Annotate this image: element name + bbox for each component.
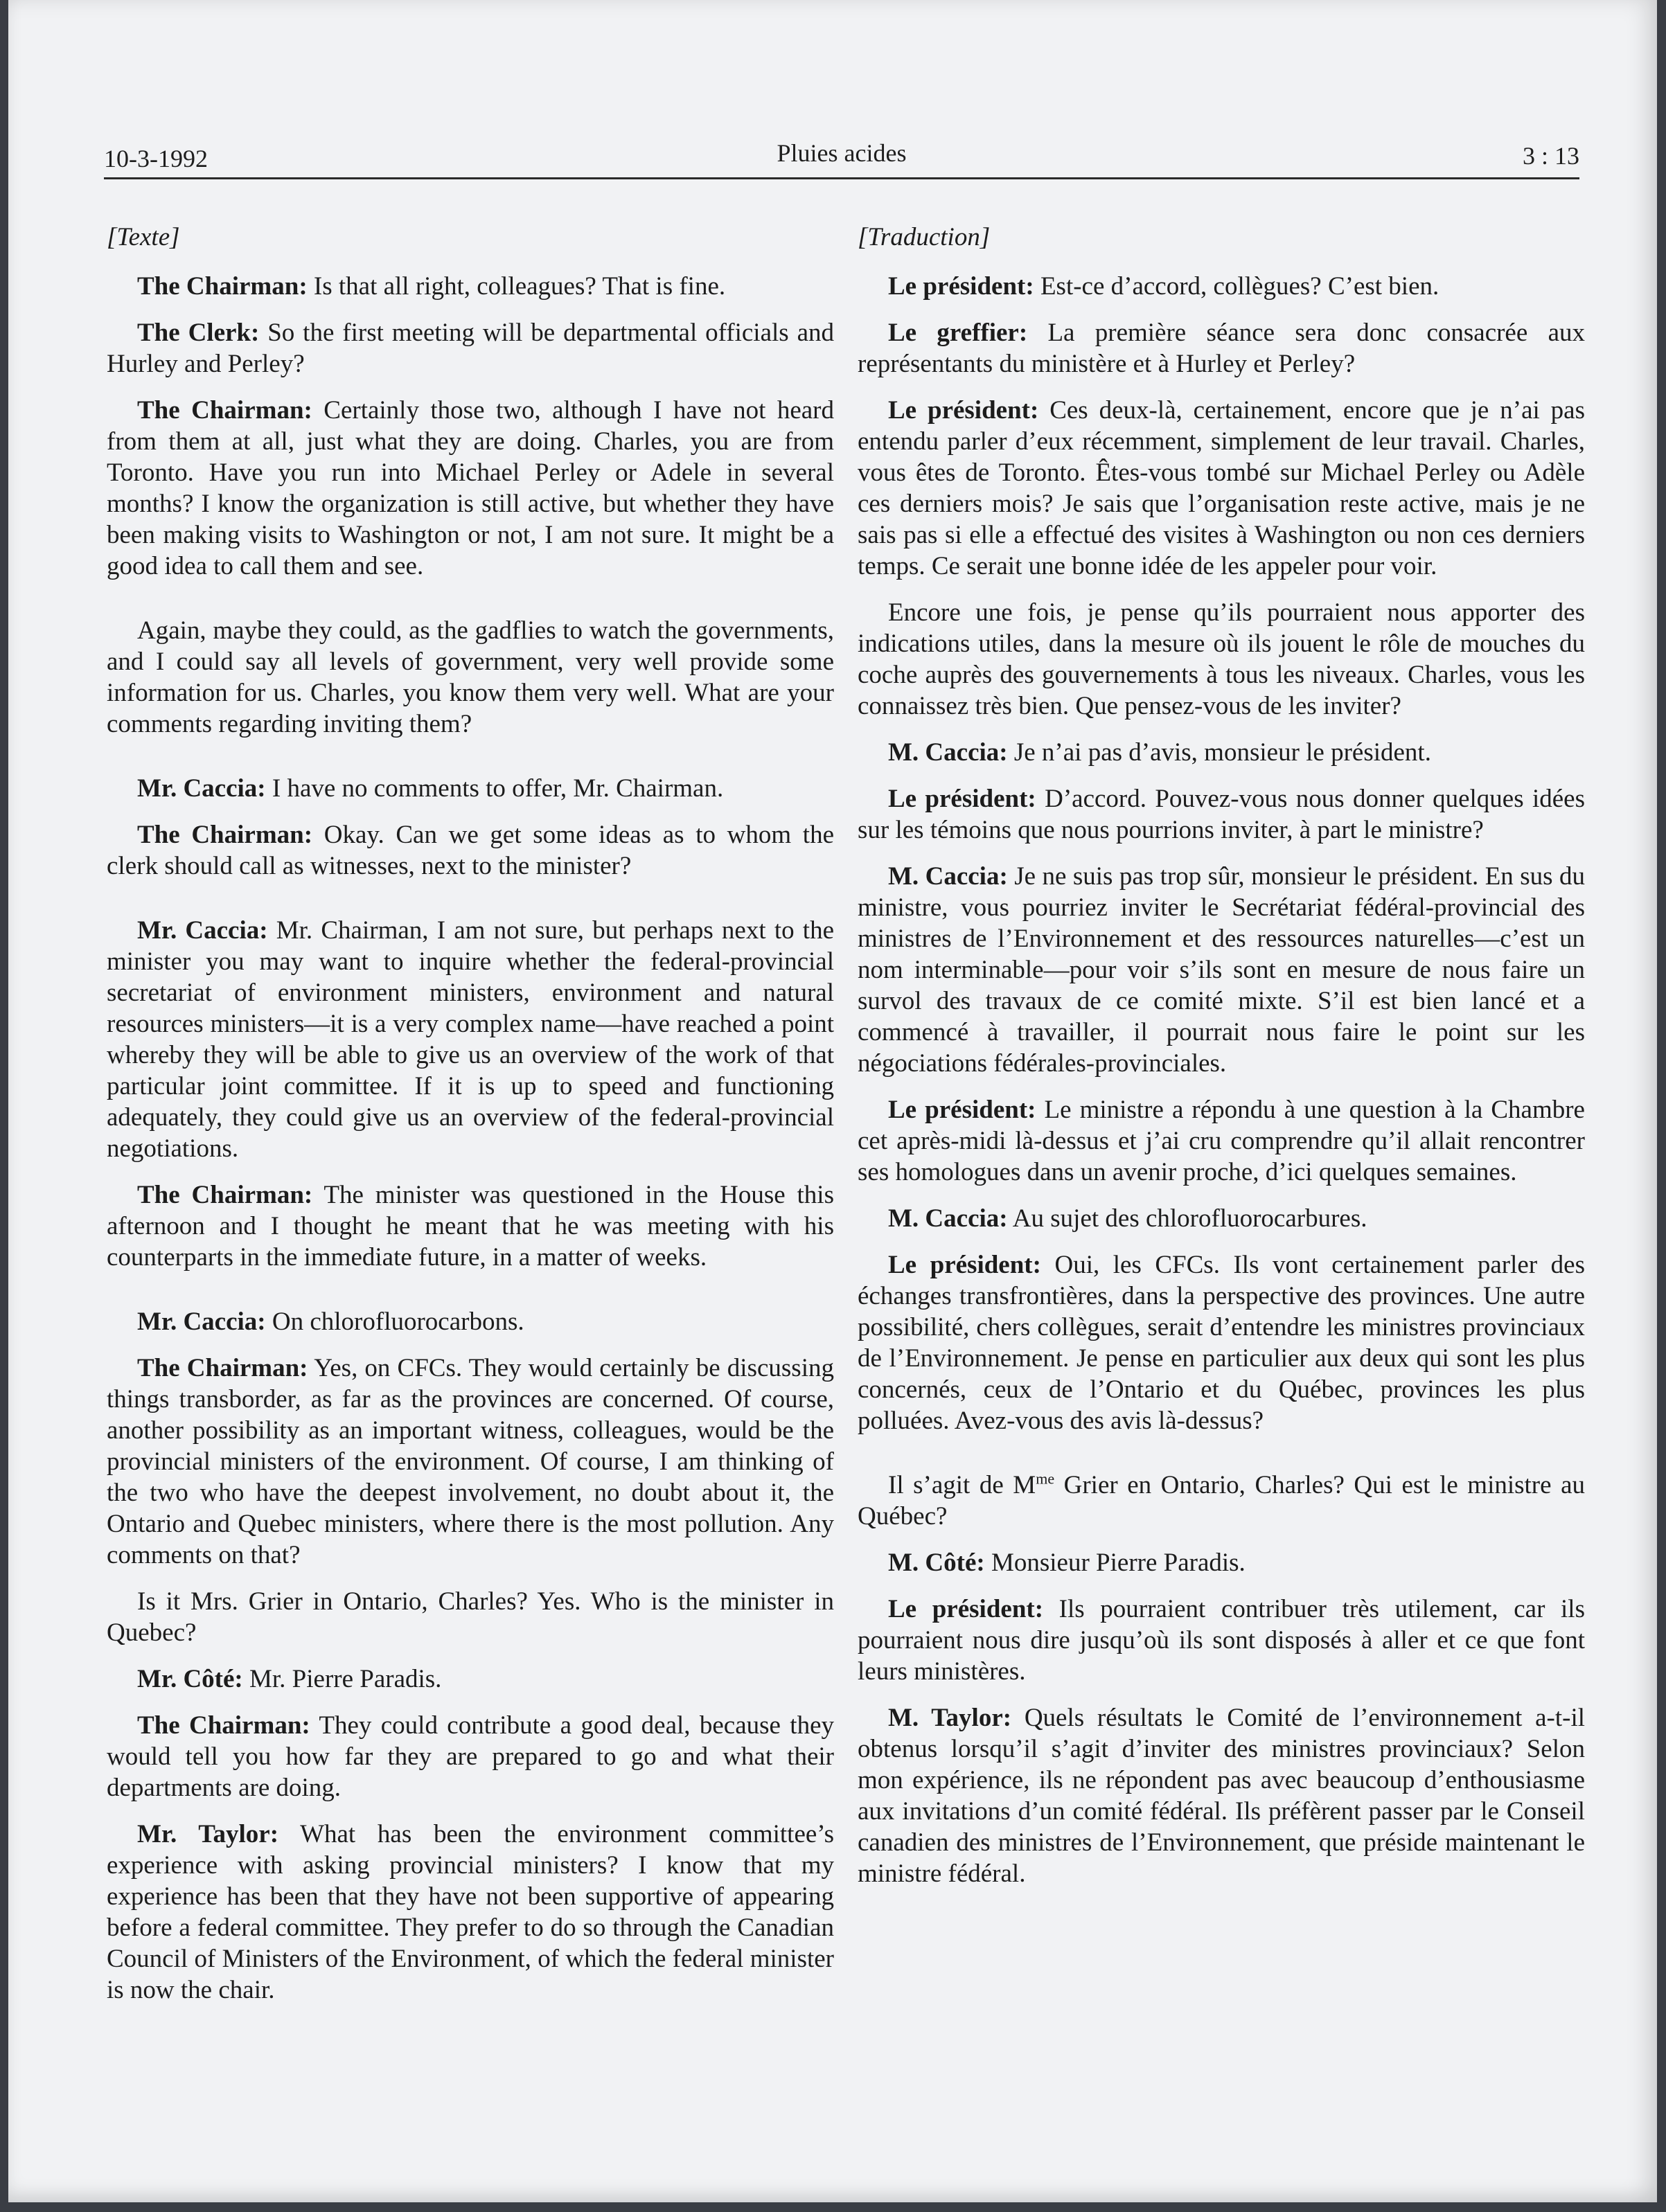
paragraph: M. Côté: Monsieur Pierre Paradis. — [888, 1549, 1246, 1577]
speaker: The Chairman: — [137, 1711, 310, 1740]
paragraph: Is it Mrs. Grier in Ontario, Charles? Yes. Who is the minister in Quebec? — [107, 1587, 834, 1647]
speaker: The Chairman: — [137, 272, 308, 301]
paragraph: The Chairman: They could contribute a good deal, because they would tell you how far they are prepared to go and what their departments are doing. — [107, 1711, 834, 1802]
paragraph: The Chairman: Yes, on CFCs. They would certainly be discussing things transborder, as far as the provinces are concerned. Of course, another possibility as an important witness, colleagues, would be the provincial ministers of the environment. Of course, I am thinking of the two who have the deepest involvement, no doubt about it, the Ontario and Quebec ministers, where there is the most pollution. Any comments on that? — [107, 1354, 834, 1569]
speaker: Le président: — [888, 785, 1036, 813]
speaker: Mr. Caccia: — [137, 774, 266, 803]
paragraph: M. Caccia: Je n’ai pas d’avis, monsieur le président. — [888, 738, 1431, 767]
speaker: M. Côté: — [888, 1549, 985, 1577]
paragraph: Le greffier: La première séance sera donc consacrée aux représentants du ministère et à Hurley et Perley? — [858, 319, 1585, 378]
paragraph: The Chairman: Okay. Can we get some ideas as to whom the clerk should call as witnesses, next to the minister? — [107, 821, 834, 880]
column-label: [Traduction] — [858, 223, 991, 251]
speaker: M. Caccia: — [888, 862, 1008, 891]
french-column — [858, 222, 1585, 1905]
speaker: The Clerk: — [137, 319, 260, 347]
paragraph: The Chairman: The minister was questioned in the House this afternoon and I thought he meant that he was meeting with his counterparts in the immediate future, in a matter of weeks. — [107, 1181, 834, 1272]
paragraph: The Clerk: So the first meeting will be departmental officials and Hurley and Perley? — [107, 319, 834, 378]
page-header — [104, 136, 1579, 179]
header-date: 10-3-1992 — [104, 145, 208, 172]
paragraph: The Chairman: Is that all right, colleagues? That is fine. — [137, 272, 726, 301]
speaker: M. Caccia: — [888, 738, 1008, 767]
speaker: Le président: — [888, 1595, 1044, 1623]
paragraph: The Chairman: Certainly those two, although I have not heard from them at all, just what they are doing. Charles, you are from Toronto. Have you run into Michael Perley or Adele in several months? I know the organization is still active, but whether they have been making visits to Washington or not, I am not sure. It might be a good idea to call them and see. — [107, 396, 834, 580]
paragraph: Mr. Caccia: On chlorofluorocarbons. — [137, 1308, 524, 1336]
speaker: The Chairman: — [137, 396, 312, 425]
speaker: Le président: — [888, 396, 1039, 425]
paragraph: Mr. Taylor: What has been the environment committee’s experience with asking provincial ministers? I know that my experience has been that they have not been supportive of appearing before a federal committee. They prefer to do so through the Canadian Council of Ministers of the Environment, of which the federal minister is now the chair. — [107, 1820, 834, 2004]
speaker: Le greffier: — [888, 319, 1028, 347]
speaker: M. Caccia: — [888, 1204, 1008, 1233]
english-column — [107, 222, 834, 2021]
speaker: Mr. Taylor: — [137, 1820, 279, 1848]
paragraph: Le président: Ils pourraient contribuer très utilement, car ils pourraient nous dire jusqu’où ils sont disposés à aller et ce que font leurs ministères. — [858, 1595, 1585, 1686]
paragraph: M. Taylor: Quels résultats le Comité de l’environnement a-t-il obtenus lorsqu’il s’agit d’inviter des ministres provinciaux? Selon mon expérience, ils ne répondent pas avec beaucoup d’enthousiasme aux invitations d’un comité fédéral. Ils préfèrent passer par le Conseil canadien des ministres de l’Environnement, que préside maintenant le ministre fédéral. — [858, 1704, 1586, 1888]
speaker: The Chairman: — [137, 821, 313, 849]
paragraph: Mr. Caccia: Mr. Chairman, I am not sure, but perhaps next to the minister you may want to inquire whether the federal-provincial secretariat of environment ministers, environment and natural resources ministers—it is a very complex name—have reached a point whereby they will be able to give us an overview of the work of that particular joint committee. If it is up to speed and functioning adequately, they could give us an overview of the federal-provincial negotiations. — [107, 916, 834, 1163]
paragraph: Mr. Côté: Mr. Pierre Paradis. — [137, 1665, 442, 1693]
speaker: Le président: — [888, 1096, 1036, 1124]
speaker: The Chairman: — [137, 1181, 313, 1209]
paragraph: Le président: D’accord. Pouvez-vous nous donner quelques idées sur les témoins que nous pourrions inviter, à part le ministre? — [858, 785, 1585, 844]
scanned-page — [8, 0, 1657, 2202]
speaker: Mr. Caccia: — [137, 1308, 266, 1336]
speaker: Mr. Caccia: — [137, 916, 268, 945]
paragraph: Le président: Ces deux-là, certainement, encore que je n’ai pas entendu parler d’eux récemment, simplement de leur travail. Charles, vous êtes de Toronto. Êtes-vous tombé sur Michael Perley ou Adèle ces derniers mois? Je sais que l’organisation reste active, mais je ne sais pas si elle a effectué des visites à Washington ou non ces derniers temps. Ce serait une bonne idée de les appeler pour voir. — [858, 396, 1585, 580]
paragraph: M. Caccia: Au sujet des chlorofluorocarbures. — [888, 1204, 1367, 1233]
paragraph: Mr. Caccia: I have no comments to offer, Mr. Chairman. — [137, 774, 724, 803]
speaker: Le président: — [888, 1251, 1041, 1279]
paragraph: M. Caccia: Je ne suis pas trop sûr, monsieur le président. En sus du ministre, vous pourriez inviter le Secrétariat fédéral-provincial des ministres de l’Environnement et des ressources naturelles—c’est un nom interminable—pour voir s’ils sont en mesure de nous faire un survol des travaux de ce comité mixte. S’il est bien lancé et a commencé à travailler, il pourrait nous faire le point sur les négociations fédérales-provinciales. — [858, 862, 1585, 1078]
paragraph: Encore une fois, je pense qu’ils pourraient nous apporter des indications utiles, dans la mesure où ils jouent le rôle de mouches du coche auprès des gouvernements à tous les niveaux. Charles, vous les connaissez très bien. Que pensez-vous de les inviter? — [858, 598, 1585, 720]
header-page-number: 3 : 13 — [1522, 142, 1579, 170]
paragraph: Le président: Est-ce d’accord, collègues? C’est bien. — [888, 272, 1439, 301]
speaker: The Chairman: — [137, 1354, 308, 1382]
speaker: M. Taylor: — [888, 1704, 1012, 1732]
paragraph: Il s’agit de $M^{me}$ Grier en Ontario, Charles? Qui est le ministre au Québec? — [858, 1470, 1585, 1531]
speaker: Le président: — [888, 272, 1034, 301]
paragraph: Le président: Oui, les CFCs. Ils vont certainement parler des échanges transfrontières, dans la perspective des provinces. Une autre possibilité, chers collègues, serait d’entendre les ministres provinciaux de l’Environnement. Je pense en particulier aux deux qui sont les plus concernés, ceux de l’Ontario et du Québec, provinces les plus polluées. Avez-vous des avis là-dessus? — [858, 1251, 1585, 1435]
speaker: Mr. Côté: — [137, 1665, 243, 1693]
header-title: Pluies acides — [777, 139, 907, 167]
paragraph: Le président: Le ministre a répondu à une question à la Chambre cet après-midi là-dessus et j’ai cru comprendre qu’il allait rencontrer ses homologues dans un avenir proche, d’ici quelques semaines. — [858, 1096, 1585, 1186]
paragraph: Again, maybe they could, as the gadflies to watch the governments, and I could say all levels of government, very well provide some information for us. Charles, you know them very well. What are your comments regarding inviting them? — [107, 616, 834, 738]
column-label: [Texte] — [107, 223, 180, 251]
